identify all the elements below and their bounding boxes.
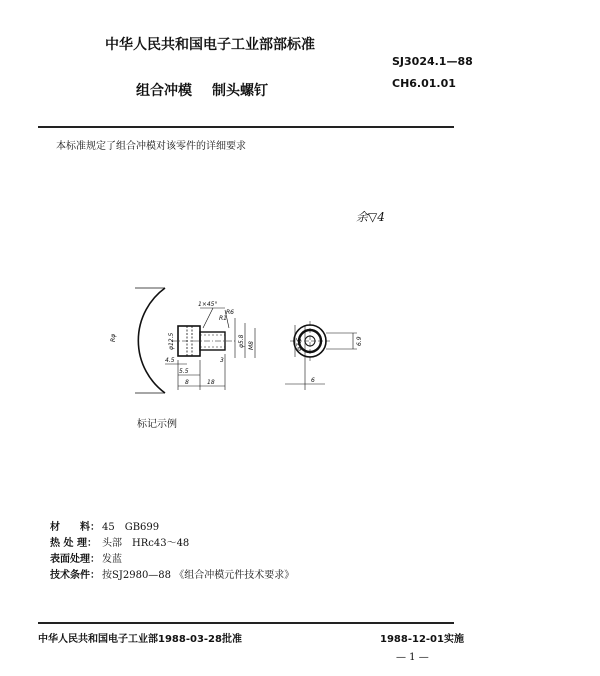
dim-len-8: 8 [185,379,189,386]
dim-r6: R6 [226,309,234,316]
dim-len-3: 3 [220,357,224,364]
effective-date: 1988-12-01实施 [380,634,464,645]
roughness-mark: 余▽4 [356,210,385,224]
part-title-sub: 制头螺钉 [212,83,268,99]
dim-sphere: Rφ [110,333,117,342]
part-drawing [95,278,385,403]
spec-material: 材 料： 45 GB699 [50,522,160,533]
dim-chamfer: 1×45° [198,301,218,308]
spec-surface-treatment: 表面处理： 发蓝 [50,554,122,565]
classification-code: CH6.01.01 [392,77,456,90]
spec-heat-treatment: 热 处 理： 头部 HRc43～48 [50,538,190,549]
intro-text: 本标准规定了组合冲模对该零件的详细要求 [56,141,246,152]
dim-side-6: 6 [311,377,315,384]
spec-technical-conditions: 技术条件： 按SJ2980—88 《组合冲模元件技术要求》 [50,570,295,581]
dim-side-6-9: 6.9 [356,336,363,346]
head-arc [138,288,165,393]
dim-dia-thread: φ5.8 [238,334,245,348]
approval-text: 中华人民共和国电子工业部1988-03-28批准 [38,634,242,645]
standard-code: SJ3024.1—88 [392,55,473,68]
page-number: — 1 — [396,652,429,663]
header-divider [38,126,454,128]
footer-divider [38,622,454,624]
dim-side-dia: φ7.5 [296,337,303,351]
dim-len-5-5: 5.5 [179,368,189,375]
part-title-main: 组合冲模 [136,83,192,99]
dim-len-4-5: 4.5 [165,357,175,364]
dim-r1: R1 [219,315,227,322]
dim-dia-head: φ12.5 [168,332,175,350]
dim-m8: M8 [248,341,255,350]
org-standard-title: 中华人民共和国电子工业部部标准 [105,37,315,53]
dim-len-18: 18 [207,379,215,386]
drawing-caption: 标记示例 [137,419,177,430]
